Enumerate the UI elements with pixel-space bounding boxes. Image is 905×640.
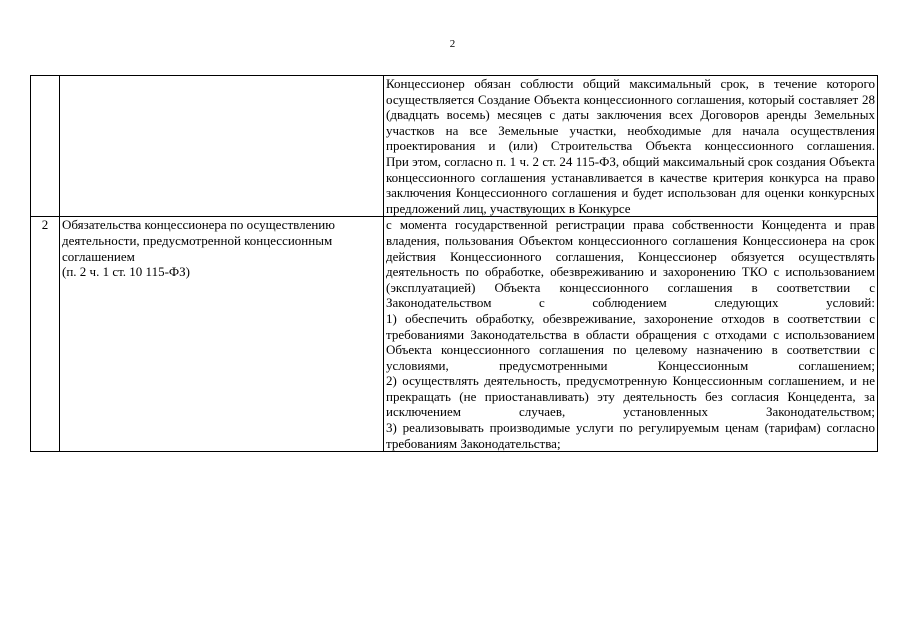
paragraph: 3) реализовывать производимые услуги по регулируемым ценам (тарифам) согласно требованиям Законодательства;: [386, 420, 875, 451]
paragraph: Концессионер обязан соблюсти общий максимальный срок, в течение которого осуществляется Создание Объекта концессионного соглашения, который составляет 28 (двадцать восемь) месяцев с даты заключения всех Договоров аренды Земельных участков на все Земельные участки, необходимые для начала осуществления проектирования и (или) Строительства Объекта концессионного соглашения.: [386, 76, 875, 154]
row-text-cell: [384, 217, 878, 452]
row-number-cell: 2: [31, 217, 60, 452]
legal-reference: (п. 2 ч. 1 ст. 10 115-ФЗ): [62, 264, 191, 280]
paragraph: При этом, согласно п. 1 ч. 2 ст. 24 115-ФЗ, общий максимальный срок создания Объекта концессионного соглашения устанавливается в качестве критерия конкурса на право заключения Концессионного соглашения и будет использован для оценки конкурсных предложений лиц, участвующих в Конкурсе: [386, 153, 875, 216]
paragraph: с момента государственной регистрации права собственности Концедента и прав владения, пользования Объектом концессионного соглашения Концессионера на срок действия Концессионного соглашения, Концессионер обязуется осуществлять деятельность по обработке, обезвреживанию и захоронению ТКО с использованием (эксплуатацией) Объекта концессионного соглашения в соответствии с Законодательством с соблюдением следующих условий:: [386, 217, 875, 311]
page-number: 2: [449, 38, 456, 50]
row-name-cell: [60, 76, 384, 217]
paragraph: 1) обеспечить обработку, обезвреживание, захоронение отходов в соответствии с требованиями Законодательства в области обращения с отходами с использованием Объекта концессионного соглашения по целевому назначению в соответствии с условиями, предусмотренными Концессионным соглашением;: [386, 310, 875, 373]
obligation-title: Обязательства концессионера по осуществлению деятельности, предусмотренной концессионным соглашением: [62, 217, 335, 264]
table-row: [31, 217, 878, 452]
table-row: [31, 76, 878, 217]
concession-terms-table: [30, 75, 878, 452]
row-text-cell: [384, 76, 878, 217]
paragraph: 2) осуществлять деятельность, предусмотренную Концессионным соглашением, и не прекращать (не приостанавливать) эту деятельность без согласия Концедента, за исключением случаев, установленных Законодательством;: [386, 373, 875, 420]
row-number-cell: [31, 76, 60, 217]
row-name-cell: [60, 217, 384, 452]
